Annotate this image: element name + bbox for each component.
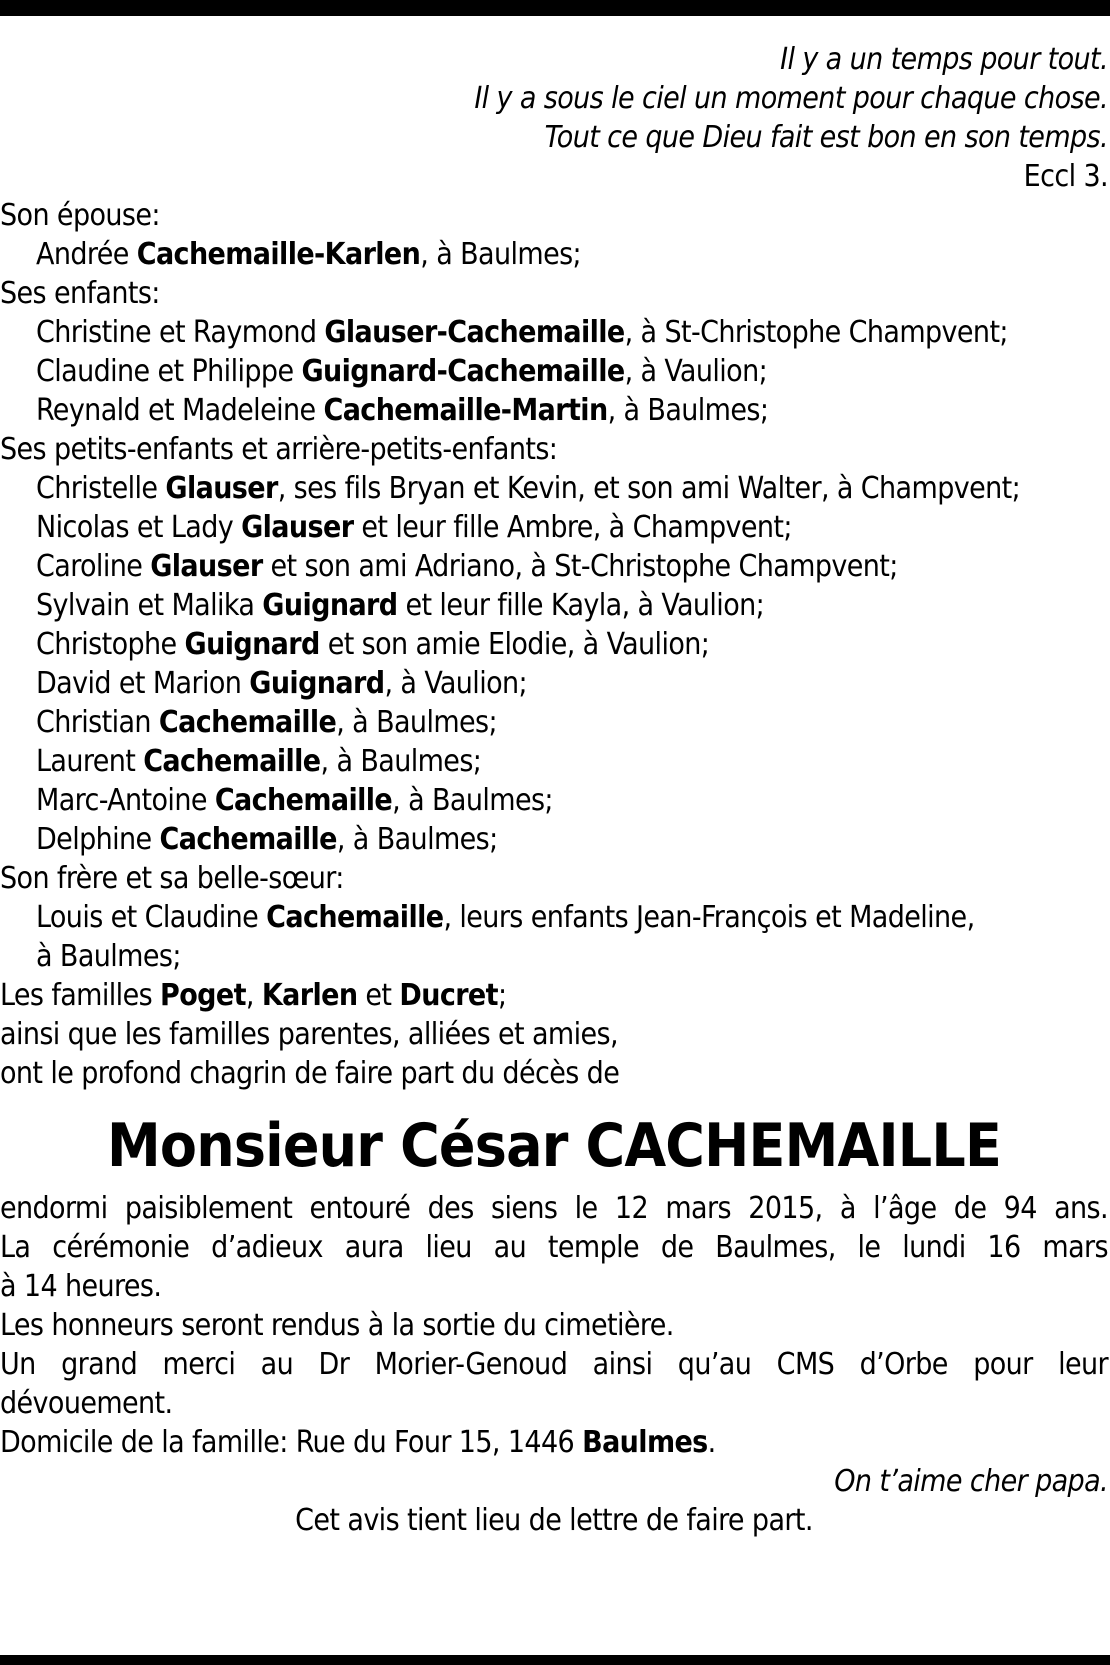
epigraph — [0, 40, 1108, 196]
epigraph-line: Il y a un temps pour tout. — [780, 42, 1108, 77]
related-families: Les familles Poget, Karlen et Ducret; — [0, 978, 507, 1013]
closing-love: On t’aime cher papa. — [834, 1464, 1108, 1499]
child-entry: Reynald et Madeleine Cachemaille-Martin, à Baulmes; — [36, 393, 769, 428]
grandchild-entry: Christian Cachemaille, à Baulmes; — [36, 705, 498, 740]
grandchild-entry: Sylvain et Malika Guignard et leur fille Kayla, à Vaulion; — [36, 588, 765, 623]
sibling-entry-continuation: à Baulmes; — [36, 939, 181, 974]
ceremony-line: La cérémonie d’adieux aura lieu au temple de Baulmes, le lundi 16 mars — [0, 1230, 1108, 1265]
grandchild-entry: Christophe Guignard et son amie Elodie, à Vaulion; — [36, 627, 710, 662]
thanks-line: Un grand merci au Dr Morier-Genoud ainsi qu’au CMS d’Orbe pour leur — [0, 1347, 1108, 1382]
grandchild-entry: Christelle Glauser, ses fils Bryan et Kevin, et son ami Walter, à Champvent; — [36, 471, 1021, 506]
ceremony-line: à 14 heures. — [0, 1269, 162, 1304]
thanks-line: dévouement. — [0, 1386, 173, 1421]
grandchild-entry: Nicolas et Lady Glauser et leur fille Ambre, à Champvent; — [36, 510, 792, 545]
obituary-notice — [0, 40, 1108, 1540]
closing-note: Cet avis tient lieu de lettre de faire part. — [295, 1503, 813, 1538]
spouse-entry: Andrée Cachemaille-Karlen, à Baulmes; — [36, 237, 582, 272]
honours-line: Les honneurs seront rendus à la sortie du cimetière. — [0, 1308, 674, 1343]
sibling-heading: Son frère et sa belle-sœur: — [0, 861, 344, 896]
child-entry: Claudine et Philippe Guignard-Cachemaille, à Vaulion; — [36, 354, 768, 389]
passed-line: endormi paisiblement entouré des siens le 12 mars 2015, à l’âge de 94 ans. — [0, 1191, 1108, 1226]
epigraph-reference: Eccl 3. — [1023, 159, 1108, 194]
sibling-entry: Louis et Claudine Cachemaille, leurs enfants Jean-François et Madeline, — [36, 900, 975, 935]
grandchild-entry: Laurent Cachemaille, à Baulmes; — [36, 744, 482, 779]
domicile-line: Domicile de la famille: Rue du Four 15, 1446 Baulmes. — [0, 1425, 716, 1460]
grandchild-entry: David et Marion Guignard, à Vaulion; — [36, 666, 528, 701]
spouse-heading: Son épouse: — [0, 198, 160, 233]
also-families: ainsi que les familles parentes, alliées et amies, — [0, 1017, 618, 1052]
children-heading: Ses enfants: — [0, 276, 160, 311]
announcement: ont le profond chagrin de faire part du décès de — [0, 1056, 620, 1091]
grandchild-entry: Caroline Glauser et son ami Adriano, à St-Christophe Champvent; — [36, 549, 898, 584]
grandchild-entry: Delphine Cachemaille, à Baulmes; — [36, 822, 498, 857]
deceased-name: Monsieur César CACHEMAILLE — [106, 1111, 1002, 1181]
epigraph-line: Tout ce que Dieu fait est bon en son temps. — [544, 120, 1108, 155]
top-rule — [0, 0, 1110, 16]
epigraph-line: Il y a sous le ciel un moment pour chaque chose. — [474, 81, 1108, 116]
grandchild-entry: Marc-Antoine Cachemaille, à Baulmes; — [36, 783, 553, 818]
bottom-rule — [0, 1655, 1110, 1665]
child-entry: Christine et Raymond Glauser-Cachemaille, à St-Christophe Champvent; — [36, 315, 1008, 350]
grandchildren-heading: Ses petits-enfants et arrière-petits-enfants: — [0, 432, 558, 467]
